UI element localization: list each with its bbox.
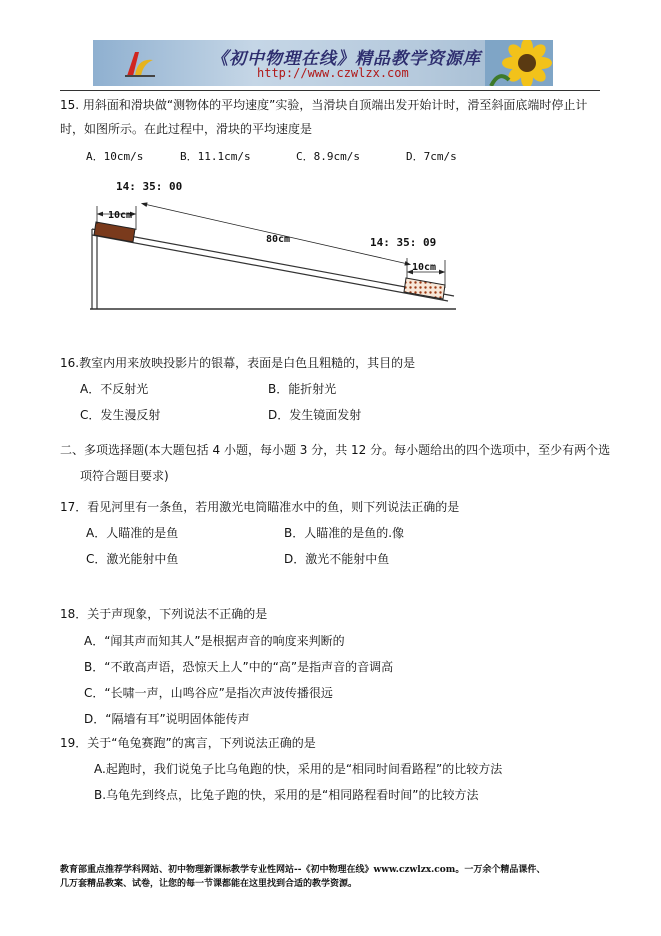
banner-url: http://www.czwlzx.com (257, 66, 409, 80)
q16-option-d: D．发生镜面发射 (268, 408, 362, 422)
q16-option-a: A．不反射光 (80, 382, 149, 396)
block-length-label-bottom: 10cm (412, 262, 437, 273)
site-logo-icon (123, 48, 157, 78)
footer-line2: 几万套精品教案、试卷，让您的每一节课都能在这里找到合适的教学资源。 (60, 879, 358, 889)
q18-stem: 18．关于声现象，下列说法不正确的是 (60, 607, 268, 621)
q18-option-b: B．“不敢高声语，恐惊天上人”中的“高”是指声音的音调高 (84, 660, 394, 674)
q18-option-a: A．“闻其声而知其人”是根据声音的响度来判断的 (84, 634, 345, 648)
section2-heading-line1: 二、多项选择题(本大题包括 4 小题，每小题 3 分，共 12 分。每小题给出的四个选项中，至少有两个选 (60, 443, 611, 457)
footer-line1: 教育部重点推荐学科网站、初中物理新课标教学专业性网站--《初中物理在线》www.czwlzx.com。一万余个精品课件、 (60, 865, 546, 875)
distance-label: 80cm (266, 234, 291, 245)
banner-title: 《初中物理在线》精品教学资源库 (211, 49, 481, 69)
end-time-label: 14: 35: 09 (370, 236, 437, 249)
q15-stem-line1: 15. 用斜面和滑块做“测物体的平均速度”实验，当滑块自顶端出发开始计时，滑至斜面底端时停止计 (60, 98, 588, 112)
slider-block-top (94, 222, 135, 242)
sunflower-icon (485, 40, 553, 86)
section2-heading-line2: 项符合题目要求) (80, 469, 169, 483)
q18-option-c: C．“长啸一声，山鸣谷应”是指次声波传播很远 (84, 686, 333, 700)
q19-stem: 19．关于“龟兔赛跑”的寓言，下列说法正确的是 (60, 736, 316, 750)
q15-stem-line2: 时，如图所示。在此过程中，滑块的平均速度是 (60, 122, 313, 136)
q17-option-a: A．人瞄准的是鱼 (86, 526, 179, 540)
q16-stem: 16.教室内用来放映投影片的银幕，表面是白色且粗糙的，其目的是 (60, 356, 416, 370)
slider-block-bottom (404, 278, 445, 299)
q17-option-c: C．激光能射中鱼 (86, 552, 179, 566)
q16-option-c: C．发生漫反射 (80, 408, 161, 422)
header-banner (93, 40, 553, 86)
q17-option-b: B．人瞄准的是鱼的.像 (284, 526, 405, 540)
start-time-label: 14: 35: 00 (116, 180, 183, 193)
q18-option-d: D．“隔墙有耳”说明固体能传声 (84, 712, 250, 726)
q19-option-b: B.乌龟先到终点，比兔子跑的快，采用的是“相同路程看时间”的比较方法 (94, 788, 479, 802)
q15-option-d: D．7cm/s (406, 150, 457, 163)
q17-stem: 17．看见河里有一条鱼，若用激光电筒瞄准水中的鱼，则下列说法正确的是 (60, 500, 460, 514)
q16-option-b: B．能折射光 (268, 382, 337, 396)
q19-option-a: A.起跑时，我们说兔子比乌龟跑的快，采用的是“相同时间看路程”的比较方法 (94, 762, 503, 776)
incline-figure (88, 180, 458, 312)
page-footer (60, 863, 545, 891)
q15-option-c: C．8.9cm/s (296, 150, 360, 163)
q15-option-b: B．11.1cm/s (180, 150, 251, 163)
q15-option-a: A．10cm/s (86, 150, 144, 163)
block-length-label-top: 10cm (108, 210, 133, 221)
q17-option-d: D．激光不能射中鱼 (284, 552, 390, 566)
header-rule (60, 90, 600, 91)
